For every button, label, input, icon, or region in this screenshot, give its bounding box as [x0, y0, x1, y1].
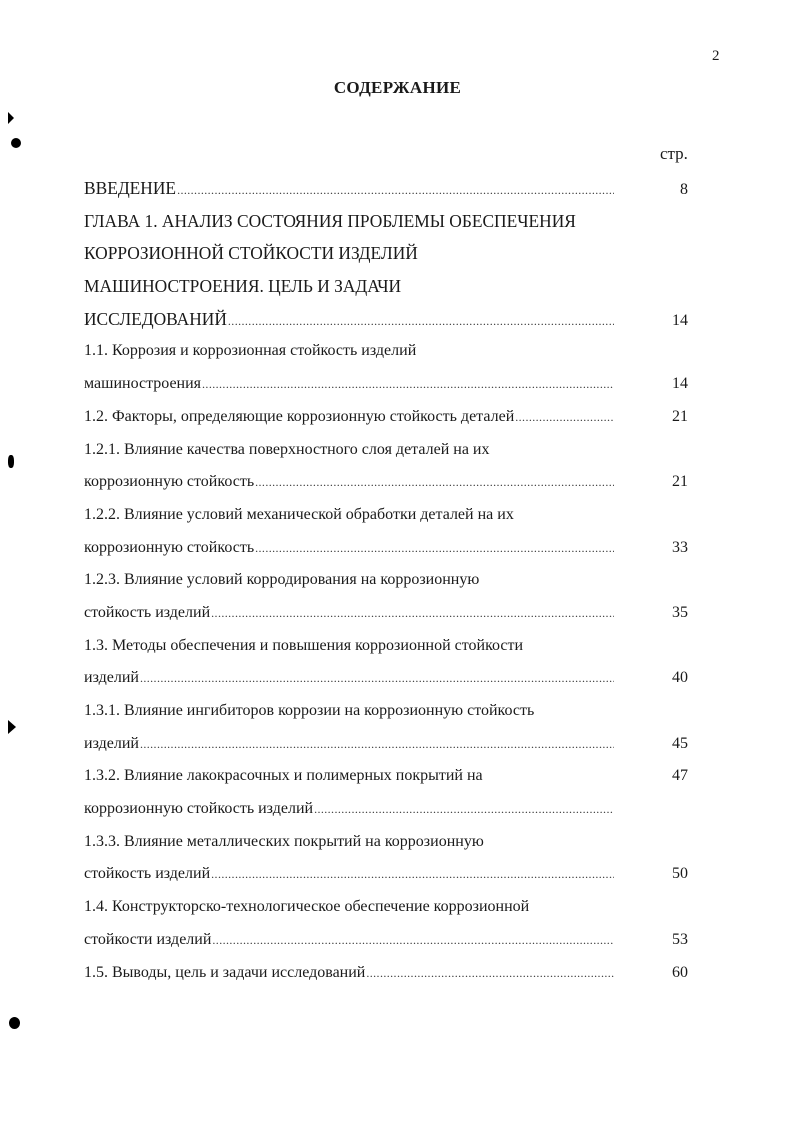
toc-page-number: 21: [672, 473, 688, 491]
toc-entry-title: стойкость изделий: [84, 603, 211, 621]
toc-entry-title: КОРРОЗИОННОЙ СТОЙКОСТИ ИЗДЕЛИЙ: [84, 243, 418, 264]
dot-leader: [255, 532, 614, 565]
toc-entry-title: 1.5. Выводы, цель и задачи исследований: [84, 963, 366, 981]
toc-entry: [84, 401, 688, 434]
toc-line: [84, 728, 688, 761]
toc-line: [84, 924, 688, 957]
toc-entry-title: ГЛАВА 1. АНАЛИЗ СОСТОЯНИЯ ПРОБЛЕМЫ ОБЕСПЕЧЕНИЯ: [84, 210, 576, 231]
toc-line: [84, 760, 688, 793]
toc-line: [84, 335, 688, 368]
page-number: 2: [712, 48, 720, 64]
toc-line: [84, 630, 688, 663]
dot-leader: [366, 957, 614, 990]
toc-line: [84, 891, 688, 924]
toc-page-number: 14: [672, 375, 688, 393]
toc-entry-title: стойкость изделий: [84, 865, 211, 883]
toc-entry-title: 1.3. Методы обеспечения и повышения коррозионной стойкости: [84, 636, 524, 654]
dot-leader: [228, 305, 614, 338]
page-column-label: стр.: [660, 144, 688, 163]
toc-entry-title: 1.4. Конструкторско-технологическое обеспечение коррозионной: [84, 898, 530, 916]
toc-page-number: 8: [680, 181, 688, 198]
toc-entry: [84, 434, 688, 499]
dot-leader: [515, 401, 614, 434]
toc-entry-title: 1.3.3. Влияние металлических покрытий на коррозионную: [84, 832, 484, 850]
scan-artifact: [8, 455, 14, 468]
toc-entry: [84, 826, 688, 891]
scan-artifact: [8, 720, 16, 734]
toc-page-number: 60: [672, 963, 688, 981]
toc-line: [84, 695, 688, 728]
scan-artifact: [8, 112, 14, 124]
toc-entry-title: МАШИНОСТРОЕНИЯ. ЦЕЛЬ И ЗАДАЧИ: [84, 276, 402, 297]
toc-page-number: 14: [672, 311, 688, 329]
toc-entry-title: коррозионную стойкость изделий: [84, 800, 314, 818]
toc-entry-title: стойкости изделий: [84, 930, 212, 948]
table-of-contents: [84, 172, 688, 989]
dot-leader: [211, 597, 614, 630]
toc-page-number: 21: [672, 407, 688, 425]
toc-entry-title: коррозионную стойкость: [84, 538, 255, 556]
dot-leader: [202, 368, 614, 401]
dot-leader: [314, 793, 614, 826]
scan-artifact: [11, 138, 21, 148]
toc-entry-title: 1.3.1. Влияние ингибиторов коррозии на коррозионную стойкость: [84, 702, 535, 719]
toc-entry: [84, 630, 688, 695]
toc-line: [84, 957, 688, 990]
page-title: СОДЕРЖАНИЕ: [333, 78, 462, 97]
toc-entry: [84, 335, 688, 400]
toc-line: [84, 237, 688, 270]
toc-line: [84, 270, 688, 303]
toc-page-number: 45: [672, 734, 688, 752]
toc-line: [84, 597, 688, 630]
toc-line: [84, 466, 688, 499]
dot-leader: [255, 466, 614, 499]
toc-entry-title: 1.2.2. Влияние условий механической обработки деталей на их: [84, 505, 514, 523]
toc-entry: [84, 760, 688, 825]
scan-artifact: [9, 1017, 20, 1029]
toc-page-number: 47: [672, 767, 688, 785]
toc-entry-title: машиностроения: [84, 375, 202, 393]
toc-line: [84, 662, 688, 695]
toc-line: [84, 303, 688, 336]
toc-line: [84, 793, 688, 826]
toc-entry-title: ИССЛЕДОВАНИЙ: [84, 308, 227, 329]
toc-line: [84, 564, 688, 597]
toc-entry: [84, 957, 688, 990]
dot-leader: [211, 858, 614, 891]
toc-line: [84, 172, 688, 205]
toc-line: [84, 532, 688, 565]
toc-entry-title: 1.2.1. Влияние качества поверхностного слоя деталей на их: [84, 440, 490, 458]
toc-entry: [84, 172, 688, 205]
toc-page-number: 35: [672, 603, 688, 621]
toc-line: [84, 499, 688, 532]
toc-entry-title: 1.1. Коррозия и коррозионная стойкость изделий: [84, 342, 417, 360]
toc-line: [84, 826, 688, 859]
toc-entry-title: коррозионную стойкость: [84, 473, 255, 491]
toc-entry-title: изделий: [84, 734, 139, 752]
toc-page-number: 50: [672, 865, 688, 883]
toc-entry-title: изделий: [84, 669, 139, 687]
toc-page-number: 40: [672, 669, 688, 687]
toc-entry-title: 1.2.3. Влияние условий корродирования на коррозионную: [84, 571, 480, 589]
toc-entry-title: 1.2. Факторы, определяющие коррозионную стойкость деталей: [84, 407, 515, 425]
toc-entry: [84, 205, 688, 336]
toc-entry-title: ВВЕДЕНИЕ: [84, 178, 177, 198]
dot-leader: [177, 174, 614, 207]
toc-line: [84, 401, 688, 434]
toc-entry: [84, 564, 688, 629]
dot-leader: [140, 662, 614, 695]
toc-line: [84, 434, 688, 467]
toc-entry: [84, 695, 688, 760]
toc-entry: [84, 891, 688, 956]
toc-line: [84, 205, 688, 238]
dot-leader: [212, 924, 614, 957]
toc-entry: [84, 499, 688, 564]
toc-entry-title: 1.3.2. Влияние лакокрасочных и полимерных покрытий на: [84, 767, 483, 785]
toc-line: [84, 858, 688, 891]
toc-page-number: 53: [672, 930, 688, 948]
toc-page-number: 33: [672, 538, 688, 556]
toc-line: [84, 368, 688, 401]
dot-leader: [140, 728, 614, 761]
